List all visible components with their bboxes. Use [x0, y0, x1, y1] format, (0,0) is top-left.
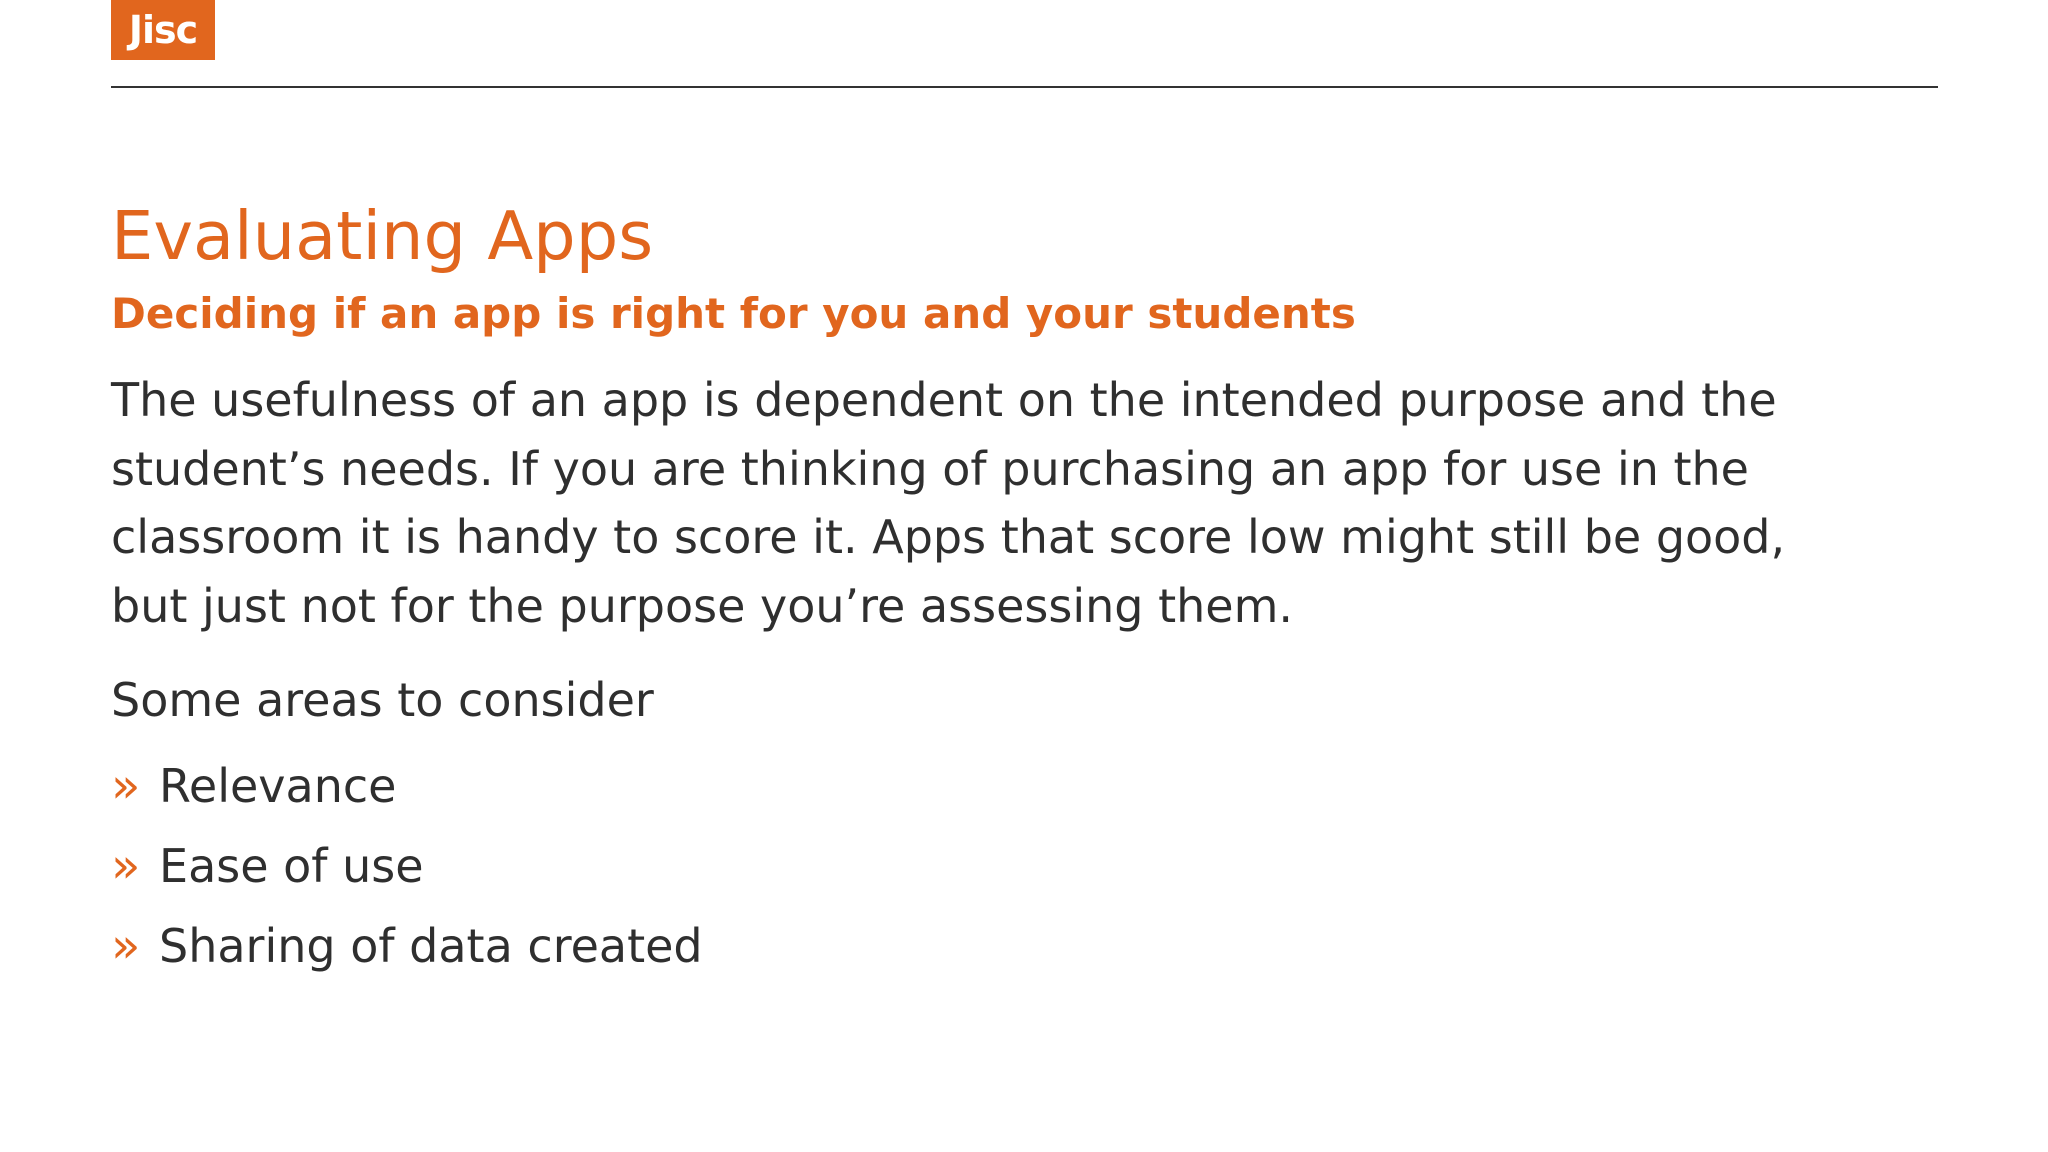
chevron-bullet-icon: » [111, 758, 141, 814]
chevron-bullet-icon: » [111, 918, 141, 974]
areas-heading: Some areas to consider [111, 673, 654, 727]
body-paragraph: The usefulness of an app is dependent on the intended purpose and the student’s needs. If you are thinking of purchasing an app for use in the classroom it is handy to score it. Apps that score low might still be good, but just not for the purpose you’re assessing them. [111, 373, 1786, 633]
list-item-label: Sharing of data created [159, 919, 703, 973]
list-item-label: Ease of use [159, 839, 424, 893]
chevron-bullet-icon: » [111, 838, 141, 894]
list-item [111, 906, 703, 986]
slide-title: Evaluating Apps [111, 197, 654, 275]
areas-list [111, 746, 703, 986]
jisc-logo: Jisc [111, 0, 215, 60]
slide-subtitle: Deciding if an app is right for you and your students [111, 289, 1356, 338]
list-item [111, 826, 703, 906]
list-item [111, 746, 703, 826]
list-item-label: Relevance [159, 759, 397, 813]
header-divider [111, 86, 1938, 88]
